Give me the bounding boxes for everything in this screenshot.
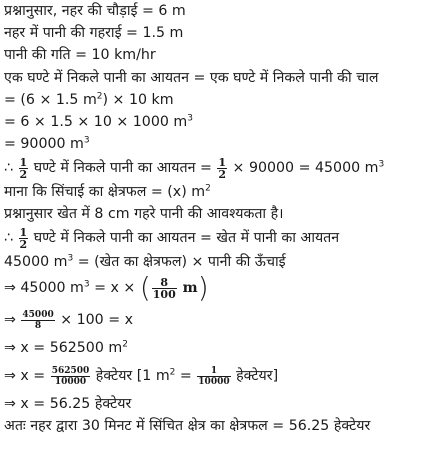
- denominator: 2: [218, 167, 227, 181]
- numerator: 1: [218, 155, 227, 169]
- text: अतः नहर द्वारा 30 मिनट में सिंचित क्षेत्र का क्षेत्रफल = 56.25 हेक्टेयर: [4, 418, 371, 435]
- text: × 90000 = 45000 m: [228, 160, 379, 177]
- fraction-half: [19, 227, 29, 250]
- text: हेक्टेयर [1 m: [91, 368, 170, 385]
- step-assume-area: [4, 183, 445, 201]
- denominator: 100: [152, 287, 176, 301]
- step-half-hour-volume: [4, 153, 445, 183]
- text: ⇒ x =: [4, 368, 50, 385]
- text: पानी की गति = 10 km/hr: [4, 47, 156, 64]
- text: × 100 = x: [55, 312, 134, 329]
- superscript: 3: [187, 113, 193, 124]
- text: = 6 × 1.5 × 10 × 1000 m: [4, 113, 188, 130]
- text: = (6 × 1.5 m: [4, 91, 97, 108]
- step-final-x: [4, 391, 445, 417]
- denominator: 10000: [54, 376, 87, 387]
- fraction-45000-over-8: [21, 310, 54, 331]
- statement-volume-per-hour: [4, 69, 445, 87]
- text: = (खेत का क्षेत्रफल) × पानी की ऊँचाई: [73, 254, 286, 271]
- numerator: 45000: [22, 309, 54, 320]
- superscript: 3: [83, 279, 90, 290]
- text: प्रश्नानुसार, नहर की चौड़ाई = 6 m: [4, 3, 186, 19]
- step-equation-setup: [4, 271, 445, 305]
- text: ⇒: [4, 312, 21, 329]
- step-convert-hectare: [4, 361, 445, 391]
- step-volume-expression: [4, 91, 445, 109]
- statement-water-speed: [4, 46, 445, 64]
- superscript: 3: [378, 159, 385, 170]
- step-volume-product: [4, 113, 445, 131]
- text: हेक्टेयर]: [231, 368, 279, 385]
- fraction-half: [217, 157, 227, 180]
- denominator: 10000: [198, 376, 230, 387]
- superscript: 3: [67, 253, 74, 264]
- statement-canal-width: [4, 2, 445, 20]
- superscript: 2: [122, 339, 128, 350]
- superscript: 2: [205, 183, 211, 194]
- superscript: 2: [169, 367, 176, 378]
- statement-water-required: [4, 205, 445, 223]
- superscript: 2: [96, 91, 103, 102]
- conclusion: [4, 417, 445, 435]
- text: माना कि सिंचाई का क्षेत्रफल = (x) m: [4, 184, 206, 201]
- text: घण्टे में निकले पानी का आयतन = खेत में पानी का आयतन: [29, 230, 340, 247]
- step-solve-x: [4, 305, 445, 335]
- right-paren: ): [197, 271, 209, 305]
- fraction-8-over-100: [152, 277, 177, 300]
- numerator: 1: [19, 155, 28, 169]
- text: 45000 m: [4, 254, 68, 271]
- step-x-value: [4, 335, 445, 361]
- fraction-1-over-10000: [197, 366, 230, 387]
- step-volume-equality: [4, 223, 445, 253]
- text: ) × 10 km: [102, 91, 174, 108]
- step-area-height-relation: [4, 253, 445, 271]
- denominator: 8: [34, 320, 42, 331]
- text: घण्टे में निकले पानी का आयतन =: [29, 160, 217, 177]
- statement-water-depth: [4, 24, 445, 42]
- step-volume-result: [4, 135, 445, 153]
- denominator: 2: [19, 237, 28, 251]
- fraction-562500-over-10000: [51, 366, 91, 387]
- numerator: 562500: [51, 365, 90, 376]
- text: एक घण्टे में निकले पानी का आयतन = एक घण्टे में निकले पानी की चाल: [4, 69, 379, 86]
- numerator: 1: [197, 366, 230, 377]
- denominator: 2: [19, 167, 28, 181]
- text: नहर में पानी की गहराई = 1.5 m: [4, 25, 184, 42]
- left-paren: (: [139, 271, 151, 305]
- text: =: [175, 368, 197, 385]
- unit-meter: m: [177, 280, 198, 297]
- numerator: 8: [152, 277, 177, 289]
- text: ⇒ x = 562500 m: [4, 340, 123, 357]
- therefore-symbol: ∴: [4, 230, 18, 247]
- numerator: 1: [19, 225, 28, 239]
- text: = x ×: [89, 280, 140, 297]
- text: = 90000 m: [4, 136, 84, 153]
- text: प्रश्नानुसार खेत में 8 cm गहरे पानी की आवश्यकता है।: [4, 206, 284, 223]
- superscript: 3: [83, 135, 90, 146]
- text: ⇒ x = 56.25 हेक्टेयर: [4, 396, 132, 413]
- text: ⇒ 45000 m: [4, 280, 84, 297]
- therefore-symbol: ∴: [4, 160, 18, 177]
- fraction-half: [19, 157, 29, 180]
